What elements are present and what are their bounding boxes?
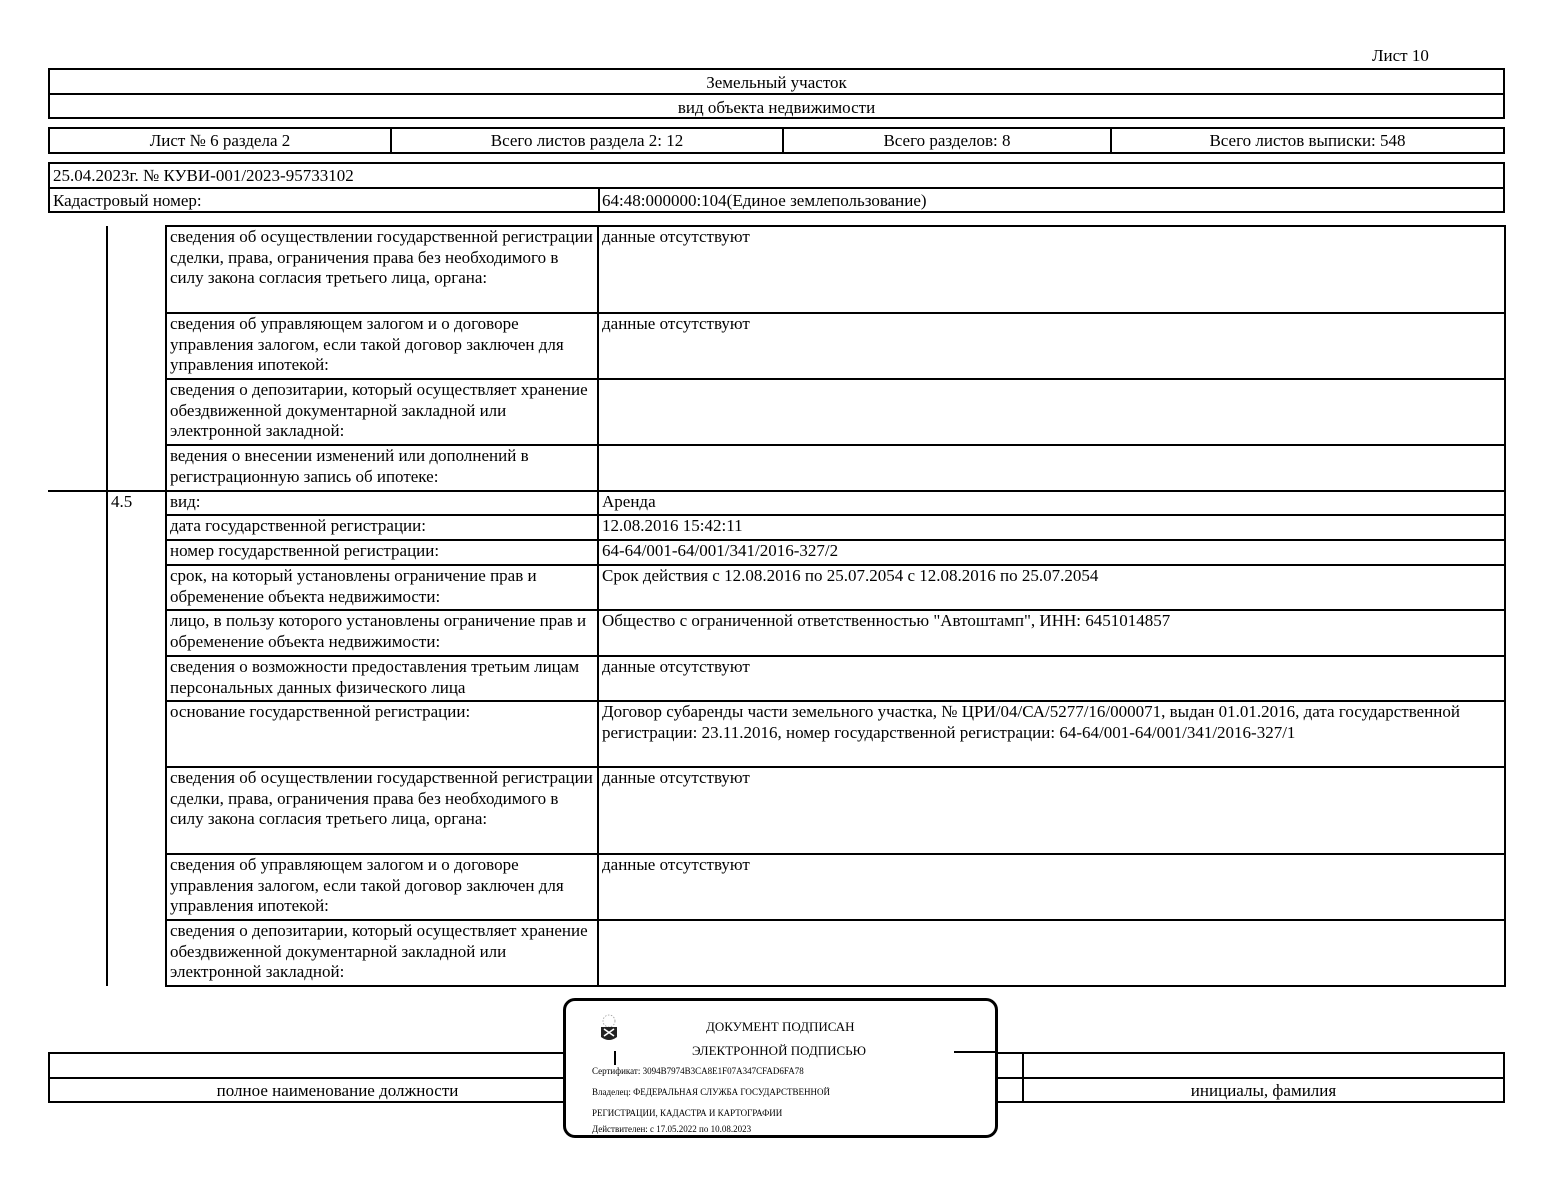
table-row [48,515,1505,540]
row-number [107,565,166,610]
row-label: сведения об осуществлении государственной регистрации сделки, права, ограничения права без необходимого в силу закона согласия третьего лица, органа: [166,226,598,313]
row-number [107,610,166,656]
row-label: вид: [166,491,598,515]
table-row [48,920,1505,986]
doc-info [48,162,1505,213]
table-row [48,656,1505,701]
row-margin [48,379,107,445]
row-label: сведения об управляющем залогом и о договоре управления залогом, если такой договор заключен для управления ипотекой: [166,313,598,379]
row-number [107,226,166,313]
object-type: Земельный участок [706,73,847,92]
row-margin [48,767,107,854]
row-margin [48,313,107,379]
row-value: 12.08.2016 15:42:11 [598,515,1505,540]
row-label: номер государственной регистрации: [166,540,598,565]
table-row [48,226,1505,313]
table-row [48,313,1505,379]
row-label: срок, на который установлены ограничение прав и обременение объекта недвижимости: [166,565,598,610]
stamp-owner1: Владелец: ФЕДЕРАЛЬНАЯ СЛУЖБА ГОСУДАРСТВЕННОЙ [592,1087,831,1097]
stamp-line2: ЭЛЕКТРОННОЙ ПОДПИСЬЮ [692,1043,866,1058]
row-margin [48,515,107,540]
row-margin [48,610,107,656]
row-label: сведения об управляющем залогом и о договоре управления залогом, если такой договор заключен для управления ипотекой: [166,854,598,920]
info-bar [48,127,1505,154]
row-value: данные отсутствуют [598,854,1505,920]
row-value [598,445,1505,491]
row-label: ведения о внесении изменений или дополнений в регистрационную запись об ипотеке: [166,445,598,491]
row-value: данные отсутствуют [598,656,1505,701]
row-value: данные отсутствуют [598,313,1505,379]
row-number [107,379,166,445]
stamp-line1: ДОКУМЕНТ ПОДПИСАН [706,1019,855,1034]
row-margin [48,491,107,515]
row-margin [48,854,107,920]
emblem-icon [592,1013,626,1047]
row-value: данные отсутствуют [598,767,1505,854]
table-row [48,701,1505,767]
row-number [107,540,166,565]
row-number [107,445,166,491]
row-number [107,515,166,540]
row-label: дата государственной регистрации: [166,515,598,540]
name-caption: инициалы, фамилия [1190,1081,1337,1100]
row-label: сведения о депозитарии, который осуществляет хранение обездвиженной документарной закладной или электронной закладной: [166,920,598,986]
encumbrance-table [48,225,1506,987]
position-caption: полное наименование должности [216,1081,459,1100]
row-number [107,920,166,986]
row-label: основание государственной регистрации: [166,701,598,767]
e-signature-stamp [563,998,998,1138]
table-row [48,379,1505,445]
total-sheets-section: Всего листов раздела 2: 12 [490,131,684,150]
row-number [107,656,166,701]
row-label: сведения о возможности предоставления третьим лицам персональных данных физического лица [166,656,598,701]
row-value [598,920,1505,986]
row-margin [48,565,107,610]
row-label: сведения об осуществлении государственной регистрации сделки, права, ограничения права без необходимого в силу закона согласия третьего лица, органа: [166,767,598,854]
row-number: 4.5 [107,491,166,515]
row-number [107,313,166,379]
row-value: Срок действия с 12.08.2016 по 25.07.2054 с 12.08.2016 по 25.07.2054 [598,565,1505,610]
row-label: лицо, в пользу которого установлены ограничение прав и обременение объекта недвижимости: [166,610,598,656]
row-margin [48,656,107,701]
row-number [107,854,166,920]
row-margin [48,920,107,986]
row-margin [48,226,107,313]
sheet-of-section: Лист № 6 раздела 2 [149,131,291,150]
row-number [107,701,166,767]
row-value: данные отсутствуют [598,226,1505,313]
total-sheets-extract: Всего листов выписки: 548 [1209,131,1406,150]
total-sections: Всего разделов: 8 [883,131,1011,150]
table-row [48,540,1505,565]
row-value: 64-64/001-64/001/341/2016-327/2 [598,540,1505,565]
table-row [48,565,1505,610]
row-number [107,767,166,854]
stamp-valid: Действителен: с 17.05.2022 по 10.08.2023 [592,1124,752,1134]
row-value: Договор субаренды части земельного участка, № ЦРИ/04/СА/5277/16/000071, выдан 01.01.2016, дата государственной регистрации: 23.11.2016, номер государственной регистрации: 64-64/001-64/001/341/2016-327/1 [598,701,1505,767]
row-margin [48,701,107,767]
table-row [48,767,1505,854]
row-label: сведения о депозитарии, который осуществляет хранение обездвиженной документарной закладной или электронной закладной: [166,379,598,445]
stamp-certificate: Сертификат: 3094B7974B3CA8E1F07A347CFAD6FA78 [592,1066,804,1076]
row-value: Аренда [598,491,1505,515]
row-value [598,379,1505,445]
cadastral-value: 64:48:000000:104(Единое землепользование) [602,191,927,210]
object-type-header [48,68,1505,119]
table-row [48,854,1505,920]
row-margin [48,445,107,491]
stamp-owner2: РЕГИСТРАЦИИ, КАДАСТРА И КАРТОГРАФИИ [592,1108,783,1118]
row-value: Общество с ограниченной ответственностью "Автоштамп", ИНН: 6451014857 [598,610,1505,656]
cadastral-label: Кадастровый номер: [53,191,202,210]
object-type-caption: вид объекта недвижимости [677,98,876,117]
sheet-number: Лист 10 [1372,46,1429,65]
table-row [48,610,1505,656]
table-row [48,491,1505,515]
table-row [48,445,1505,491]
row-margin [48,540,107,565]
doc-date-number: 25.04.2023г. № КУВИ-001/2023-95733102 [53,166,354,185]
